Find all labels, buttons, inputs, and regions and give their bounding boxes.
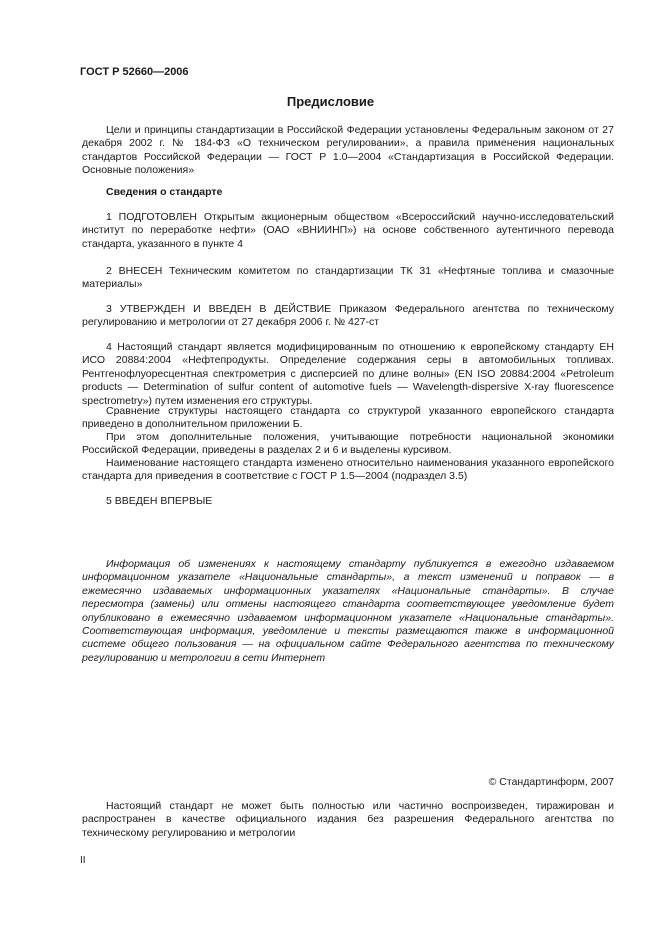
item-4-naming-paragraph: Наименование настоящего стандарта изменено относительно наименования указанного европейского стандарта для приведения в соответствие с ГОСТ Р 1.5—2004 (подраздел 3.5)	[82, 457, 614, 483]
reproduction-notice-paragraph: Настоящий стандарт не может быть полностью или частично воспроизведен, тиражирован и распространен в качестве официального издания без разрешения Федерального агентства по техническому регулированию и метрологии	[82, 800, 614, 839]
copyright-line: © Стандартинформ, 2007	[488, 776, 614, 788]
page-title: Предисловие	[286, 94, 375, 109]
standard-code: ГОСТ Р 52660—2006	[80, 66, 189, 78]
item-4-paragraph: 4 Настоящий стандарт является модифицированным по отношению к европейскому стандарту ЕН ИСО 20884:2004 «Нефтепродукты. Определение содержания серы в автомобильных топливах. Рентгенофлуоресцентная спектрометрия с дисперсией по длине волны» (EN ISO 20884:2004 «Petroleum products — Determination of sulfur content of automotive fuels — Wavelength-dispersive X-ray fluorescence spectrometry») путем изменения его структуры.	[82, 341, 614, 407]
item-5-paragraph: 5 ВВЕДЕН ВПЕРВЫЕ	[106, 495, 213, 507]
item-1-paragraph: 1 ПОДГОТОВЛЕН Открытым акционерным обществом «Всероссийский научно-исследовательский институт по переработке нефти» (ОАО «ВНИИНП») на основе собственного аутентичного перевода стандарта, указанного в пункте 4	[82, 211, 614, 250]
item-2-paragraph: 2 ВНЕСЕН Техническим комитетом по стандартизации ТК 31 «Нефтяные топлива и смазочные материалы»	[82, 265, 614, 291]
section-subheading: Сведения о стандарте	[106, 186, 223, 198]
page-number: II	[80, 855, 86, 866]
changes-notice-paragraph: Информация об изменениях к настоящему стандарту публикуется в ежегодно издаваемом информационном указателе «Национальные стандарты», а текст изменений и поправок — в ежемесячно издаваемых информационных указателях «Национальные стандарты». В случае пересмотра (замены) или отмены настоящего стандарта соответствующее уведомление будет опубликовано в ежемесячно издаваемом информационном указателе «Национальные стандарты». Соответствующая информация, уведомление и тексты размещаются также в информационной системе общего пользования — на официальном сайте Федерального агентства по техническому регулированию и метрологии в сети Интернет	[82, 558, 614, 664]
item-4-additions-paragraph: При этом дополнительные положения, учитывающие потребности национальной экономики Российской Федерации, приведены в разделах 2 и 6 и выделены курсивом.	[82, 431, 614, 457]
item-3-paragraph: 3 УТВЕРЖДЕН И ВВЕДЕН В ДЕЙСТВИЕ Приказом Федерального агентства по техническому регулированию и метрологии от 27 декабря 2006 г. № 427-ст	[82, 303, 614, 329]
intro-paragraph: Цели и принципы стандартизации в Российской Федерации установлены Федеральным законом от 27 декабря 2002 г. № 184-ФЗ «О техническом регулировании», а правила применения национальных стандартов Российской Федерации — ГОСТ Р 1.0—2004 «Стандартизация в Российской Федерации. Основные положения»	[82, 124, 614, 177]
item-4-comparison-paragraph: Сравнение структуры настоящего стандарта со структурой указанного европейского стандарта приведено в дополнительном приложении Б.	[82, 405, 614, 431]
